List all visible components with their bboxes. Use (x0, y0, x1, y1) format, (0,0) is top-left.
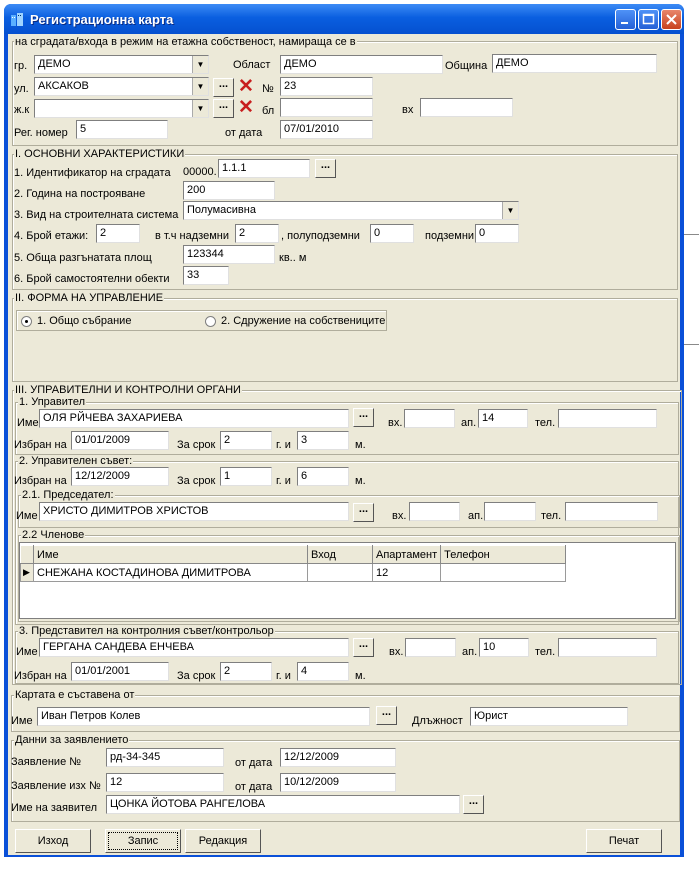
district-select[interactable] (34, 99, 209, 118)
manager-entrance-field[interactable] (404, 409, 455, 428)
chair-entrance-label: вх. (392, 510, 407, 522)
manager-apt-field[interactable]: 14 (478, 409, 528, 428)
city-label: гр. (14, 60, 28, 72)
building-icon (10, 12, 24, 26)
control-apt-label: ап. (462, 646, 478, 658)
floors-label: 4. Брой етажи: (14, 230, 89, 242)
row-header-cell (21, 546, 34, 564)
author-lookup-button[interactable] (376, 706, 397, 725)
chair-name-field[interactable]: ХРИСТО ДИМИТРОВ ХРИСТОВ (39, 502, 349, 521)
board-months-label: м. (355, 475, 366, 487)
member-phone-cell[interactable] (441, 564, 566, 582)
area-label: 5. Обща разгънатата площ (14, 252, 152, 264)
board-elected-field[interactable]: 12/12/2009 (71, 467, 169, 486)
building-id-prefix: 00000. (183, 166, 217, 178)
semi-basement-label: , полуподземни (281, 230, 360, 242)
number-label: № (262, 83, 274, 95)
title-bar[interactable] (4, 4, 684, 34)
column-header-name[interactable]: Име (34, 546, 308, 564)
general-assembly-label[interactable]: 1. Общо събрание (37, 315, 132, 327)
area-field[interactable]: 123344 (183, 245, 275, 264)
manager-elected-label: Избран на (14, 439, 67, 451)
manager-name-label: Име (17, 417, 39, 429)
author-title: Картата е съставена от (15, 689, 135, 701)
control-name-label: Име (16, 646, 38, 658)
manager-apt-label: ап. (461, 417, 477, 429)
control-phone-field[interactable] (558, 638, 657, 657)
close-icon (662, 10, 681, 29)
edit-button[interactable]: Редакция (185, 829, 261, 853)
chevron-down-icon[interactable]: ▼ (502, 202, 518, 219)
ellipsis-icon: ... (381, 706, 392, 718)
section3-title: III. УПРАВИТЕЛНИ И КОНТРОЛНИ ОРГАНИ (15, 384, 241, 396)
underground-label: подземни (425, 230, 475, 242)
control-lookup-button[interactable] (353, 638, 374, 657)
district-lookup-button[interactable] (213, 99, 234, 118)
chair-title: 2.1. Председател: (22, 489, 114, 501)
region-field[interactable]: ДЕМО (280, 55, 443, 74)
manager-term-months-field[interactable]: 3 (297, 431, 349, 450)
member-entrance-cell[interactable] (308, 564, 373, 582)
control-elected-field[interactable]: 01/01/2001 (71, 662, 169, 681)
control-name-field[interactable]: ГЕРГАНА САНДЕВА ЕНЧЕВА (39, 638, 349, 657)
position-label: Длъжност (412, 715, 463, 727)
control-years-label: г. и (276, 670, 291, 682)
author-name-field[interactable]: Иван Петров Колев (37, 707, 370, 726)
board-elected-label: Избран на (14, 475, 67, 487)
exit-button[interactable]: Изход (15, 829, 91, 853)
background-window-edge (684, 0, 699, 871)
maximize-icon (639, 10, 658, 29)
application-number-label: Заявление № (11, 756, 82, 768)
ellipsis-icon: ... (358, 408, 369, 420)
chair-phone-field[interactable] (565, 502, 658, 521)
application-title: Данни за заявлението (15, 734, 129, 746)
street-lookup-button[interactable] (213, 78, 234, 97)
manager-years-label: г. и (276, 439, 291, 451)
manager-term-years-field[interactable]: 2 (220, 431, 272, 450)
applicant-lookup-button[interactable] (463, 795, 484, 814)
address-group-title: на сградата/входа в режим на етажна собственост, намираща се в (15, 36, 356, 48)
triangle-right-icon: ▶ (21, 564, 34, 582)
chair-name-label: Име (16, 510, 38, 522)
control-term-months-field[interactable]: 4 (297, 662, 349, 681)
chair-phone-label: тел. (541, 510, 562, 522)
entrance-label: вх (402, 104, 414, 116)
control-entrance-label: вх. (389, 646, 404, 658)
above-ground-field[interactable]: 2 (235, 224, 279, 243)
general-assembly-radio[interactable] (21, 316, 32, 327)
floors-field[interactable]: 2 (96, 224, 140, 243)
objects-field[interactable]: 33 (183, 266, 229, 285)
manager-phone-label: тел. (535, 417, 556, 429)
building-id-lookup-button[interactable] (315, 159, 336, 178)
street-label: ул. (14, 83, 29, 95)
ellipsis-icon: ... (358, 503, 369, 515)
manager-name-field[interactable]: ОЛЯ РЙЧЕВА ЗАХАРИЕВА (39, 409, 349, 428)
chair-apt-label: ап. (468, 510, 484, 522)
form-body (8, 34, 680, 855)
municipality-label: Община (445, 60, 488, 72)
maximize-button[interactable] (638, 9, 659, 30)
manager-lookup-button[interactable] (353, 408, 374, 427)
manager-title: 1. Управител (19, 396, 85, 408)
underground-field[interactable]: 0 (475, 224, 519, 243)
author-name-label: Име (11, 715, 33, 727)
registration-window (4, 4, 684, 857)
ellipsis-icon: ... (320, 159, 331, 171)
outgoing-date-label: от дата (235, 781, 273, 793)
owners-association-radio[interactable] (205, 316, 216, 327)
members-title: 2.2 Членове (22, 529, 85, 541)
above-ground-label: в т.ч надземни (155, 230, 229, 242)
district-label: ж.к (14, 104, 30, 116)
control-apt-field[interactable]: 10 (479, 638, 529, 657)
chair-lookup-button[interactable] (353, 503, 374, 522)
year-label: 2. Година на построяване (14, 188, 146, 200)
board-title: 2. Управителен съвет: (19, 455, 133, 467)
red-x-icon: ✕ (238, 97, 254, 118)
ellipsis-icon: ... (218, 78, 229, 90)
manager-entrance-label: вх. (388, 417, 403, 429)
board-years-label: г. и (276, 475, 291, 487)
red-x-icon: ✕ (238, 76, 254, 97)
reg-date-field[interactable]: 07/01/2010 (280, 120, 373, 139)
municipality-field[interactable]: ДЕМО (492, 54, 657, 73)
manager-months-label: м. (355, 439, 366, 451)
chair-apt-field[interactable] (484, 502, 536, 521)
entrance-field[interactable] (420, 98, 513, 117)
applicant-name-label: Име на заявител (11, 802, 98, 814)
column-header-apartment[interactable]: Апартамент (373, 546, 441, 564)
window-title: Регистрационна карта (30, 12, 174, 27)
members-table-area[interactable] (19, 542, 676, 619)
table-row[interactable] (21, 564, 566, 582)
number-field[interactable]: 23 (280, 77, 373, 96)
system-select[interactable]: Полумасивна ▼ (183, 201, 519, 220)
control-term-label: За срок (177, 670, 216, 682)
system-label: 3. Вид на строителната система (14, 209, 179, 221)
outgoing-number-field[interactable]: 12 (106, 773, 224, 792)
semi-basement-field[interactable]: 0 (370, 224, 414, 243)
control-term-years-field[interactable]: 2 (220, 662, 272, 681)
chevron-down-icon[interactable]: ▼ (192, 78, 208, 95)
member-name-cell[interactable]: СНЕЖАНА КОСТАДИНОВА ДИМИТРОВА (34, 564, 308, 582)
building-id-label: 1. Идентификатор на сградата (14, 167, 171, 179)
control-entrance-field[interactable] (405, 638, 456, 657)
manager-elected-field[interactable]: 01/01/2009 (71, 431, 169, 450)
outgoing-date-field[interactable]: 10/12/2009 (280, 773, 396, 792)
street-select[interactable]: АКСАКОВ ▼ (34, 77, 209, 96)
clear-district-button[interactable] (237, 99, 255, 117)
minimize-button[interactable] (615, 9, 636, 30)
manager-phone-field[interactable] (558, 409, 657, 428)
objects-label: 6. Брой самостоятелни обекти (14, 273, 170, 285)
reg-number-field[interactable]: 5 (76, 120, 168, 139)
position-field[interactable]: Юрист (470, 707, 628, 726)
reg-number-label: Рег. номер (14, 127, 68, 139)
control-title: 3. Представител на контролния съвет/контрольор (19, 625, 274, 637)
members-table (20, 545, 566, 582)
owners-association-label[interactable]: 2. Сдружение на собствениците (221, 315, 386, 327)
application-date-field[interactable]: 12/12/2009 (280, 748, 396, 767)
building-id-field[interactable]: 1.1.1 (218, 159, 310, 178)
clear-street-button[interactable] (237, 78, 255, 96)
outgoing-number-label: Заявление изх № (11, 780, 101, 792)
reg-date-label: от дата (225, 127, 263, 139)
background-divider (684, 344, 699, 345)
board-term-years-field[interactable]: 1 (220, 467, 272, 486)
block-field[interactable] (280, 98, 373, 117)
save-button[interactable]: Запис (105, 829, 181, 853)
year-field[interactable]: 200 (183, 181, 275, 200)
minimize-icon (616, 10, 635, 29)
area-unit: кв.. м (279, 252, 307, 264)
chevron-down-icon[interactable]: ▼ (192, 56, 208, 73)
section2-title: II. ФОРМА НА УПРАВЛЕНИЕ (15, 292, 164, 304)
block-label: бл (262, 105, 275, 117)
member-apartment-cell[interactable]: 12 (373, 564, 441, 582)
background-divider (684, 234, 699, 235)
print-button[interactable]: Печат (586, 829, 662, 853)
applicant-name-field[interactable]: ЦОНКА ЙОТОВА РАНГЕЛОВА (106, 795, 460, 814)
control-phone-label: тел. (535, 646, 556, 658)
city-select[interactable]: ДЕМО ▼ (34, 55, 209, 74)
chair-entrance-field[interactable] (409, 502, 460, 521)
chevron-down-icon[interactable]: ▼ (192, 100, 208, 117)
ellipsis-icon: ... (358, 638, 369, 650)
close-button[interactable] (661, 9, 682, 30)
application-date-label: от дата (235, 757, 273, 769)
board-term-months-field[interactable]: 6 (297, 467, 349, 486)
manager-term-label: За срок (177, 439, 216, 451)
control-elected-label: Избран на (14, 670, 67, 682)
section1-title: I. ОСНОВНИ ХАРАКТЕРИСТИКИ (15, 148, 185, 160)
ellipsis-icon: ... (468, 795, 479, 807)
board-term-label: За срок (177, 475, 216, 487)
application-number-field[interactable]: рд-34-345 (106, 748, 224, 767)
ellipsis-icon: ... (218, 99, 229, 111)
column-header-entrance[interactable]: Вход (308, 546, 373, 564)
region-label: Област (233, 59, 271, 71)
control-months-label: м. (355, 670, 366, 682)
column-header-phone[interactable]: Телефон (441, 546, 566, 564)
